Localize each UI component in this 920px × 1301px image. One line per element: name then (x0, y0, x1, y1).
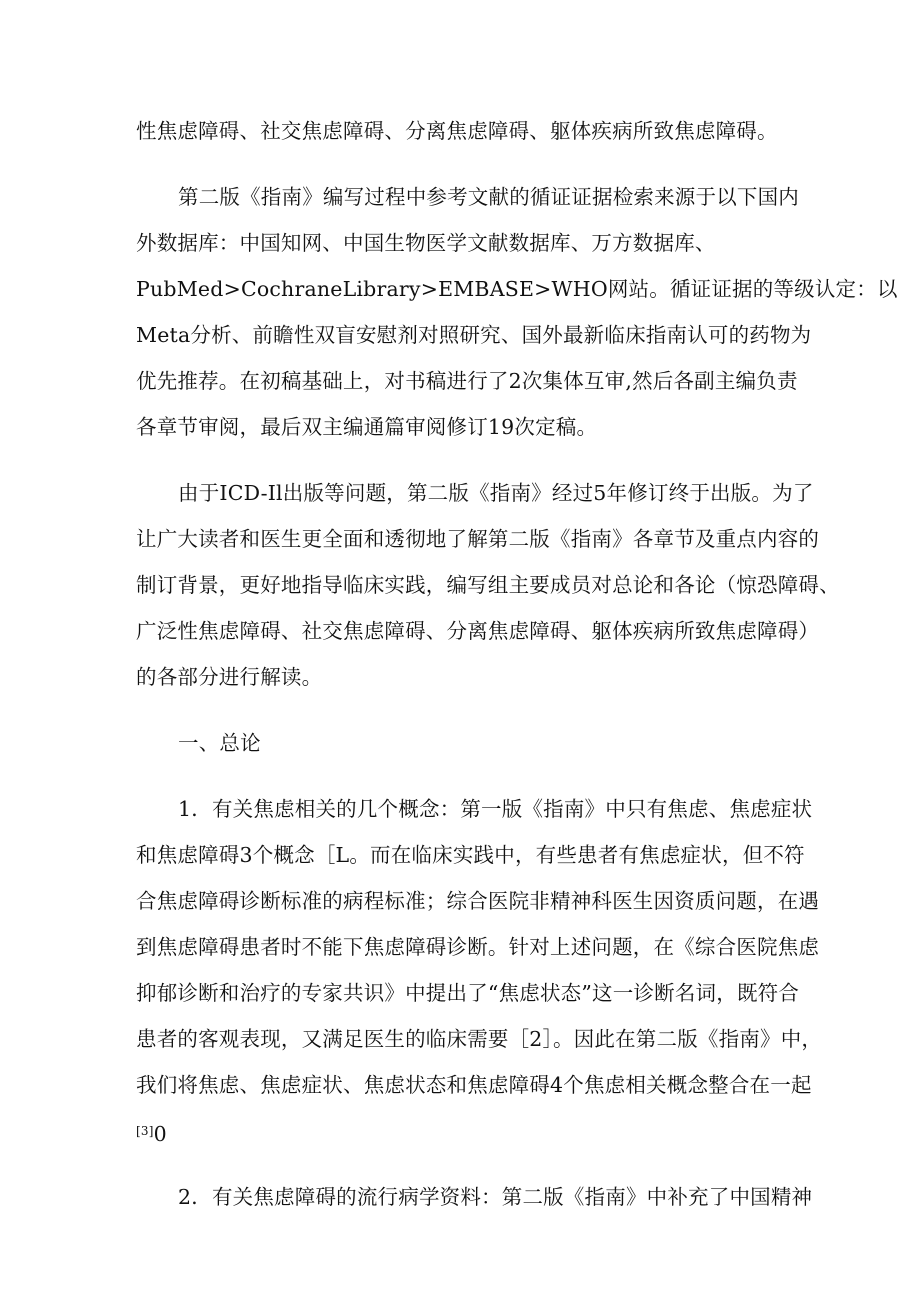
reference-tail: 0 (153, 1122, 167, 1146)
paragraph-concepts (136, 786, 823, 1154)
paragraph-gap (136, 450, 796, 470)
paragraph-background (136, 470, 840, 700)
text-line: 我们将焦虑、焦虑症状、焦虑状态和焦虑障碍4个焦虑相关概念整合在一起 (136, 1073, 812, 1097)
paragraph-continuation (136, 108, 796, 154)
text-line: 制订背景，更好地指导临床实践，编写组主要成员对总论和各论（惊恐障碍、 (136, 573, 840, 597)
text-line: 抑郁诊断和治疗的专家共识》中提出了“焦虑状态”这一诊断名词，既符合 (136, 981, 800, 1005)
text-line: 合焦虑障碍诊断标准的病程标准；综合医院非精神科医生因资质问题，在遇 (136, 889, 820, 913)
paragraph-gap (136, 1154, 796, 1174)
text-line: Meta分析、前瞻性双盲安慰剂对照研究、国外最新临床指南认可的药物为 (136, 323, 812, 347)
paragraph-epidemiology (136, 1174, 813, 1220)
section-heading (136, 720, 796, 766)
text-line: 第二版《指南》编写过程中参考文献的循证证据检索来源于以下国内 (178, 185, 799, 209)
heading-line: 一、总论 (178, 731, 261, 755)
text-line: 各章节审阅，最后双主编通篇审阅修订19次定稿。 (136, 415, 598, 439)
text-line: 让广大读者和医生更全面和透彻地了解第二版《指南》各章节及重点内容的 (136, 527, 820, 551)
text-line: 1．有关焦虑相关的几个概念：第一版《指南》中只有焦虑、焦虑症状 (178, 797, 813, 821)
text-line: 和焦虑障碍3个概念［L。而在临床实践中，有些患者有焦虑症状，但不符 (136, 843, 805, 867)
text-line: 患者的客观表现，又满足医生的临床需要［2］。因此在第二版《指南》中， (136, 1027, 823, 1051)
text-line: 广泛性焦虑障碍、社交焦虑障碍、分离焦虑障碍、躯体疾病所致焦虑障碍） (136, 619, 820, 643)
text-line: 到焦虑障碍患者时不能下焦虑障碍诊断。针对上述问题，在《综合医院焦虑 (136, 935, 820, 959)
paragraph-gap (136, 154, 796, 174)
text-line: 由于ICD-Il出版等问题，第二版《指南》经过5年修订终于出版。为了 (178, 481, 814, 505)
paragraph-sources (136, 174, 898, 450)
text-line: PubMed>CochraneLibrary>EMBASE>WHO网站。循证证据的等级认定：以 (136, 277, 898, 301)
paragraph-gap (136, 700, 796, 720)
reference-line (136, 1108, 796, 1154)
document-page (136, 108, 898, 1220)
text-line: 性焦虑障碍、社交焦虑障碍、分离焦虑障碍、躯体疾病所致焦虑障碍。 (136, 119, 778, 143)
text-line: 的各部分进行解读。 (136, 665, 323, 689)
reference-superscript: [3] (136, 1124, 154, 1138)
paragraph-gap (136, 766, 796, 786)
text-line: 外数据库：中国知网、中国生物医学文献数据库、万方数据库、 (136, 231, 716, 255)
text-line: 2．有关焦虑障碍的流行病学资料：第二版《指南》中补充了中国精神 (178, 1185, 813, 1209)
text-line: 优先推荐。在初稿基础上，对书稿进行了2次集体互审,然后各副主编负责 (136, 369, 798, 393)
